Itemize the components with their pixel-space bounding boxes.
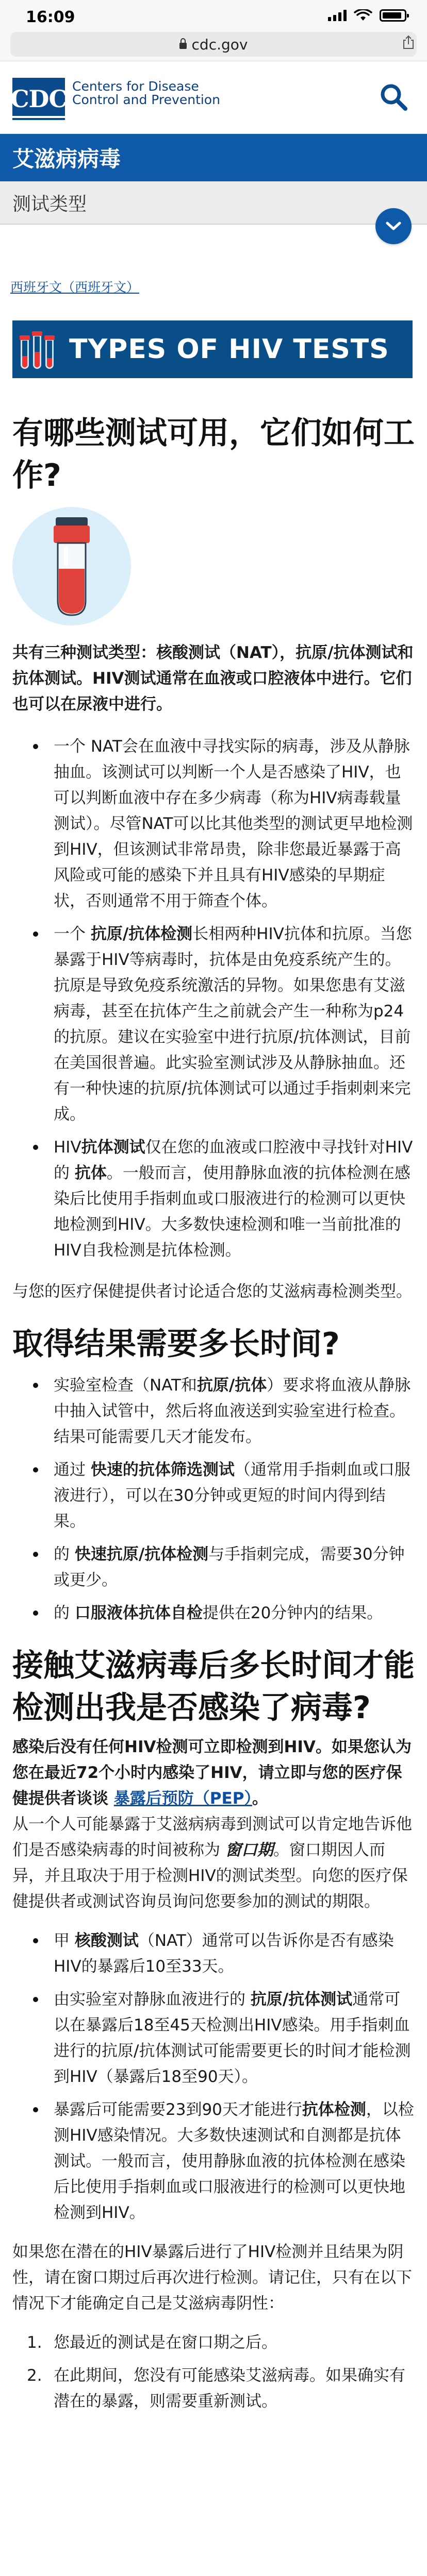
banner-text: TYPES OF HIV TESTS [69, 334, 389, 365]
list-item-condition-1: 1. 您最近的测试是在窗口期之后。 [27, 2333, 277, 2352]
bold-term: 口服液体抗体自检 [74, 1604, 203, 1622]
bold-term: 快速的抗体筛选测试 [90, 1461, 235, 1479]
list-item-rapid-antigen-antibody [12, 1541, 415, 1593]
bold-term: 抗体 [74, 1164, 107, 1182]
text-fragment: HIV [54, 1138, 81, 1157]
list-item-antibody [12, 1134, 415, 1263]
text-fragment: 与手指刺完成，需要30分钟或更少。 [54, 1545, 405, 1589]
list-item-nat-window [12, 1928, 415, 1979]
tests-intro: 共有三种测试类型：核酸测试（NAT），抗原/抗体测试和抗体测试。HIV测试通常在血液或口腔液体中进行。它们也可以在尿液中进行。 [12, 643, 414, 714]
test-tubes-icon [12, 320, 69, 378]
nat-text: 一个 NAT会在血液中寻找实际的病毒，涉及从静脉抽血。该测试可以判断一个人是否感染了HIV，也可以判断血液中存在多少病毒（称为HIV病毒载量测试）。尽管NAT可以比其他类型的测试更早地检测到HIV，但该测试非常昂贵，除非您最近暴露于高风险或可能的感染下并且具有HIV感染的早期症状，否则通常不用于筛查个体。 [54, 737, 413, 910]
tests-outro: 与您的医疗保健提供者讨论适合您的艾滋病毒检测类型。 [12, 1282, 412, 1301]
text-fragment: 通常可以在暴露后18至45天检测出HIV感染。用手指刺血进行的抗原/抗体测试可能需要更长的时间才能检测到HIV（暴露后18至90天）。 [54, 1990, 411, 2086]
heading-results-time: 取得结果需要多长时间? [12, 1326, 340, 1362]
text-fragment: 长相两种HIV抗体和抗原。当您暴露于HIV等病毒时，抗体是由免疫系统产生的。抗原是导致免疫系统激活的异物。如果您患有艾滋病毒，甚至在抗体产生之前就会产生一种称为p24的抗原。建议在实验室中进行抗原/抗体测试，目前在美国很普遍。此实验室测试涉及从静脉抽血。还有一种快速的抗原/抗体测试可以通过手指刺刺来完成。 [54, 925, 412, 1124]
bold-term: 核酸测试 [74, 1931, 139, 1950]
list-item-antigen-antibody-window [12, 1987, 415, 2090]
emphasis-term: 窗口期 [225, 1841, 273, 1859]
site-title[interactable]: 艾滋病病毒 [0, 134, 427, 181]
bold-term: 抗原/抗体检测 [90, 925, 193, 943]
text-fragment: 。窗口期因人而异，并且取决于用于检测HIV的测试类型。向您的医疗保健提供者或测试咨询员询问您要参加的测试的期限。 [12, 1841, 408, 1911]
text-fragment: 甲 [54, 1931, 75, 1950]
negative-result-paragraph: 如果您在潜在的HIV暴露后进行了HIV检测并且结果为阴性，请在窗口期过后再次进行检测。请记住，只有在以下情况下才能确定自己是艾滋病毒阴性： [12, 2243, 412, 2313]
text-fragment: （通常用手指刺血或口服液进行），可以在30分钟或更短的时间内得到结果。 [54, 1461, 410, 1531]
text-fragment: 。 [252, 1789, 268, 1808]
text-fragment: 的 [54, 1545, 75, 1564]
lock-icon [179, 43, 187, 49]
org-name-line1: Centers for Disease [72, 79, 199, 94]
status-time: 16:09 [26, 8, 75, 26]
share-icon[interactable] [401, 35, 416, 49]
wifi-icon [354, 9, 372, 22]
window-period-list [12, 1928, 415, 2226]
results-time-list [12, 1372, 415, 1626]
heading-tests-available: 有哪些测试可用，它们如何工作? [12, 415, 415, 494]
site-header [0, 61, 427, 134]
bold-term: 抗原/抗体测试 [250, 1990, 353, 2009]
window-period-paragraph [12, 1811, 415, 1914]
text-fragment: 通过 [54, 1461, 91, 1479]
text-fragment: 感染后没有任何HIV检测可立即检测到HIV。如果您认为您在最近72个小时内感染了HIV，请立即与您的医疗保健提供者谈谈 [12, 1738, 412, 1808]
pep-paragraph [12, 1734, 415, 1811]
list-item-lab-test [12, 1372, 415, 1450]
hiv-tests-banner [12, 320, 413, 378]
test-tube-icon [12, 507, 131, 625]
list-item-oral-self-test [12, 1600, 415, 1626]
browser-toolbar [0, 30, 427, 61]
text-fragment: 暴露后可能需要23到90天才能进行 [54, 2100, 302, 2119]
logo-stripe [12, 116, 65, 118]
negative-conditions-list [12, 2330, 415, 2414]
condition-text: 您最近的测试是在窗口期之后。 [54, 2333, 277, 2352]
expand-menu-button[interactable] [375, 208, 412, 244]
search-icon[interactable] [379, 82, 408, 112]
heading-window-period: 接触艾滋病毒后多长时间才能检测出我是否感染了病毒? [12, 1648, 415, 1726]
test-types-list [12, 734, 415, 1263]
text-fragment: 仅在您的血液或口腔液中寻找针对HIV的 [54, 1138, 413, 1182]
cellular-signal-icon [328, 10, 347, 21]
text-fragment: 。一般而言，使用静脉血液的抗体检测在感染后比使用手指刺血或口服液进行的检测可以更快地检测到HIV。大多数快速检测和唯一当前批准的HIV自我检测是抗体检测。 [54, 1164, 410, 1260]
status-icons [328, 9, 406, 22]
test-tube-illustration [12, 507, 131, 625]
chevron-down-icon [386, 221, 401, 231]
text-fragment: 实验室检查（NAT和 [54, 1376, 197, 1395]
pep-link[interactable]: 暴露后预防（PEP） [113, 1789, 252, 1808]
list-item-antibody-window [12, 2097, 415, 2226]
text-fragment: 一个 [54, 925, 91, 943]
list-item-nat [12, 734, 415, 914]
list-item-condition-2: 2. 在此期间，您没有可能感染艾滋病毒。如果确实有潜在的暴露，则需要重新测试。 [27, 2366, 405, 2411]
status-bar [0, 0, 427, 30]
language-link[interactable]: 西班牙文（西班牙文） [10, 280, 140, 295]
section-nav[interactable] [0, 181, 427, 225]
url-text: cdc.gov [191, 36, 248, 53]
main-content [12, 412, 415, 2414]
section-title: 测试类型 [12, 193, 87, 215]
bold-term: 抗原/抗体 [196, 1376, 267, 1395]
address-bar[interactable] [10, 32, 417, 57]
battery-icon [380, 9, 406, 22]
condition-text: 在此期间，您没有可能感染艾滋病毒。如果确实有潜在的暴露，则需要重新测试。 [54, 2366, 405, 2411]
org-name[interactable] [72, 80, 220, 107]
text-fragment: 由实验室对静脉血液进行的 [54, 1990, 251, 2009]
org-name-line2: Control and Prevention [72, 92, 220, 107]
text-fragment: （NAT）通常可以告诉你是否有感染HIV的暴露后10至33天。 [54, 1931, 394, 1976]
bold-term: 抗体检测 [302, 2100, 366, 2119]
bold-term: 抗体测试 [81, 1138, 145, 1157]
text-fragment: 的 [54, 1604, 75, 1622]
list-item-rapid-antibody [12, 1457, 415, 1534]
bold-term: 快速抗原/抗体检测 [74, 1545, 209, 1564]
text-fragment: 从一个人可能暴露于艾滋病病毒到测试可以肯定地告诉他们是否感染病毒的时间被称为 [12, 1815, 412, 1859]
text-fragment: ，以检测HIV感染情况。大多数快速测试和自测都是抗体测试。一般而言，使用静脉血液的抗体检测在感染后比使用手指刺血或口服液进行的检测可以更快地检测到HIV。 [54, 2100, 414, 2222]
text-fragment: 提供在20分钟内的结果。 [202, 1604, 383, 1622]
text-fragment: ）要求将血液从静脉中抽入试管中，然后将血液送到实验室进行检查。结果可能需要几天才能发布。 [54, 1376, 411, 1446]
cdc-logo[interactable]: CDC [12, 78, 65, 120]
list-item-antigen-antibody [12, 921, 415, 1127]
